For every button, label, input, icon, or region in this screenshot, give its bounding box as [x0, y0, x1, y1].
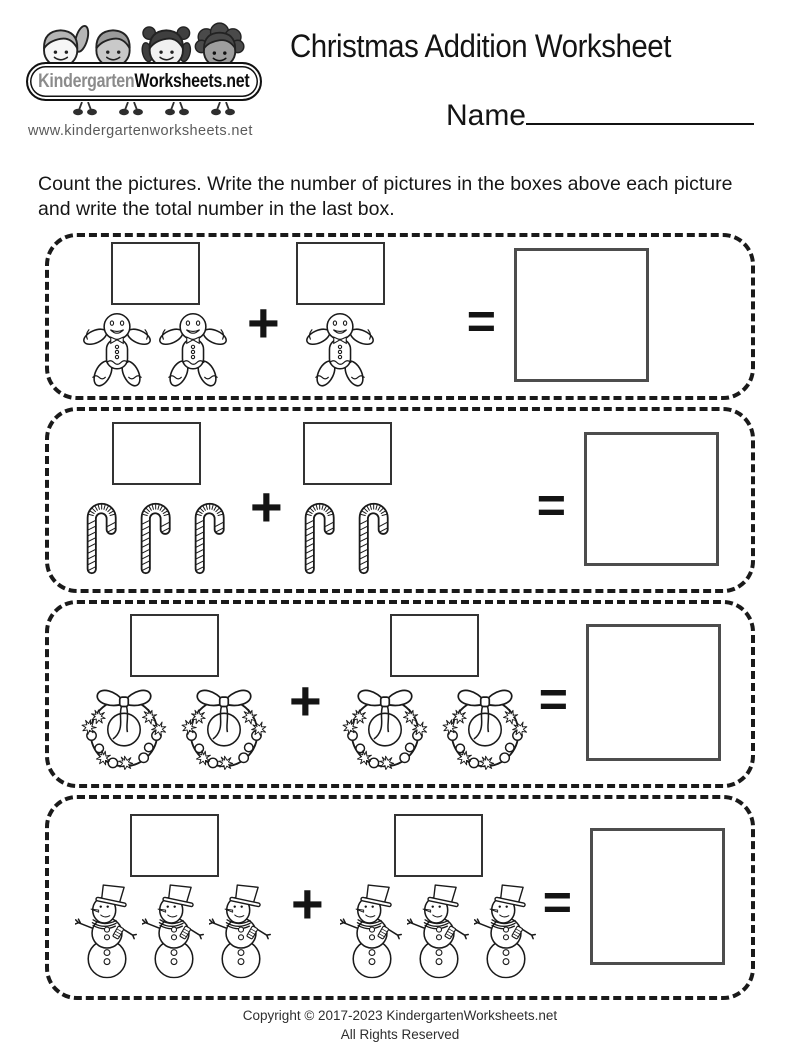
addend2-count-box[interactable]: [303, 422, 392, 485]
problem-row-3: [45, 600, 755, 788]
candy-cane-picture: [135, 491, 178, 576]
addend2-pictures: [338, 683, 532, 771]
addend1-pictures: [77, 683, 271, 771]
addend1-pictures: [81, 491, 232, 576]
sum-answer-box[interactable]: [514, 248, 649, 382]
wreath-picture: [77, 683, 171, 771]
plus-operator: +: [291, 872, 324, 936]
addend1-count-box[interactable]: [130, 814, 219, 877]
snowman-picture: [474, 883, 538, 979]
name-input-line[interactable]: [526, 95, 754, 125]
equals-operator: =: [536, 476, 564, 533]
snowman-picture: [340, 883, 404, 979]
rights-line: All Rights Reserved: [340, 1026, 460, 1042]
snowman-picture: [209, 883, 273, 979]
addend-group-2: [296, 242, 385, 389]
addend-group-1: [77, 614, 271, 771]
plus-operator: +: [247, 291, 280, 355]
addend-group-2: [340, 814, 538, 979]
candy-cane-picture: [189, 491, 232, 576]
sum-answer-box[interactable]: [584, 432, 719, 566]
addend2-count-box[interactable]: [296, 242, 385, 305]
logo-website-url: www.kindergartenworksheets.net: [28, 123, 253, 139]
header: [0, 16, 800, 166]
name-label: Name: [445, 99, 526, 132]
addend-group-2: [299, 422, 396, 576]
plus-operator: +: [289, 668, 322, 732]
name-line: [446, 95, 754, 133]
problem-row-4: [45, 795, 755, 1000]
gingerbread-man-picture: [81, 311, 153, 389]
logo-banner: [26, 62, 262, 101]
wreath-picture: [177, 683, 271, 771]
snowman-picture: [142, 883, 206, 979]
addend-group-1: [81, 422, 232, 576]
addend-group-2: [338, 614, 532, 771]
logo: [26, 16, 276, 166]
addend1-count-box[interactable]: [130, 614, 219, 677]
addend1-count-box[interactable]: [111, 242, 200, 305]
problem-row-1: [45, 233, 755, 400]
addend-group-1: [75, 814, 273, 979]
addend2-pictures: [304, 311, 376, 389]
logo-feet-illustration: [40, 102, 252, 117]
equals-operator: =: [466, 293, 494, 350]
copyright-line: Copyright © 2017-2023 KindergartenWorksheets.net: [242, 1007, 558, 1023]
footer: [0, 1007, 800, 1044]
plus-operator: +: [250, 474, 283, 538]
equals-operator: =: [542, 874, 570, 931]
addend1-count-box[interactable]: [112, 422, 201, 485]
gingerbread-man-picture: [157, 311, 229, 389]
problems-list: [0, 233, 800, 1000]
instructions: Count the pictures. Write the number of pictures in the boxes above each picture and write the total number in the last box.: [38, 173, 733, 221]
addend1-pictures: [75, 883, 273, 979]
logo-text-worksheets: Worksheets.net: [134, 70, 250, 92]
candy-cane-picture: [299, 491, 342, 576]
title-block: [276, 16, 800, 166]
sum-answer-box[interactable]: [590, 828, 725, 965]
gingerbread-man-picture: [304, 311, 376, 389]
page-title: Christmas Addition Worksheet: [290, 28, 671, 64]
snowman-picture: [75, 883, 139, 979]
addend-group-1: [81, 242, 229, 389]
addend2-count-box[interactable]: [390, 614, 479, 677]
candy-cane-picture: [81, 491, 124, 576]
addend2-count-box[interactable]: [394, 814, 483, 877]
addend1-pictures: [81, 311, 229, 389]
candy-cane-picture: [353, 491, 396, 576]
wreath-picture: [338, 683, 432, 771]
sum-answer-box[interactable]: [586, 624, 721, 761]
logo-text-kindergarten: Kindergarten: [38, 70, 135, 92]
snowman-picture: [407, 883, 471, 979]
problem-row-2: [45, 407, 755, 593]
wreath-picture: [438, 683, 532, 771]
addend2-pictures: [340, 883, 538, 979]
addend2-pictures: [299, 491, 396, 576]
equals-operator: =: [538, 670, 566, 727]
